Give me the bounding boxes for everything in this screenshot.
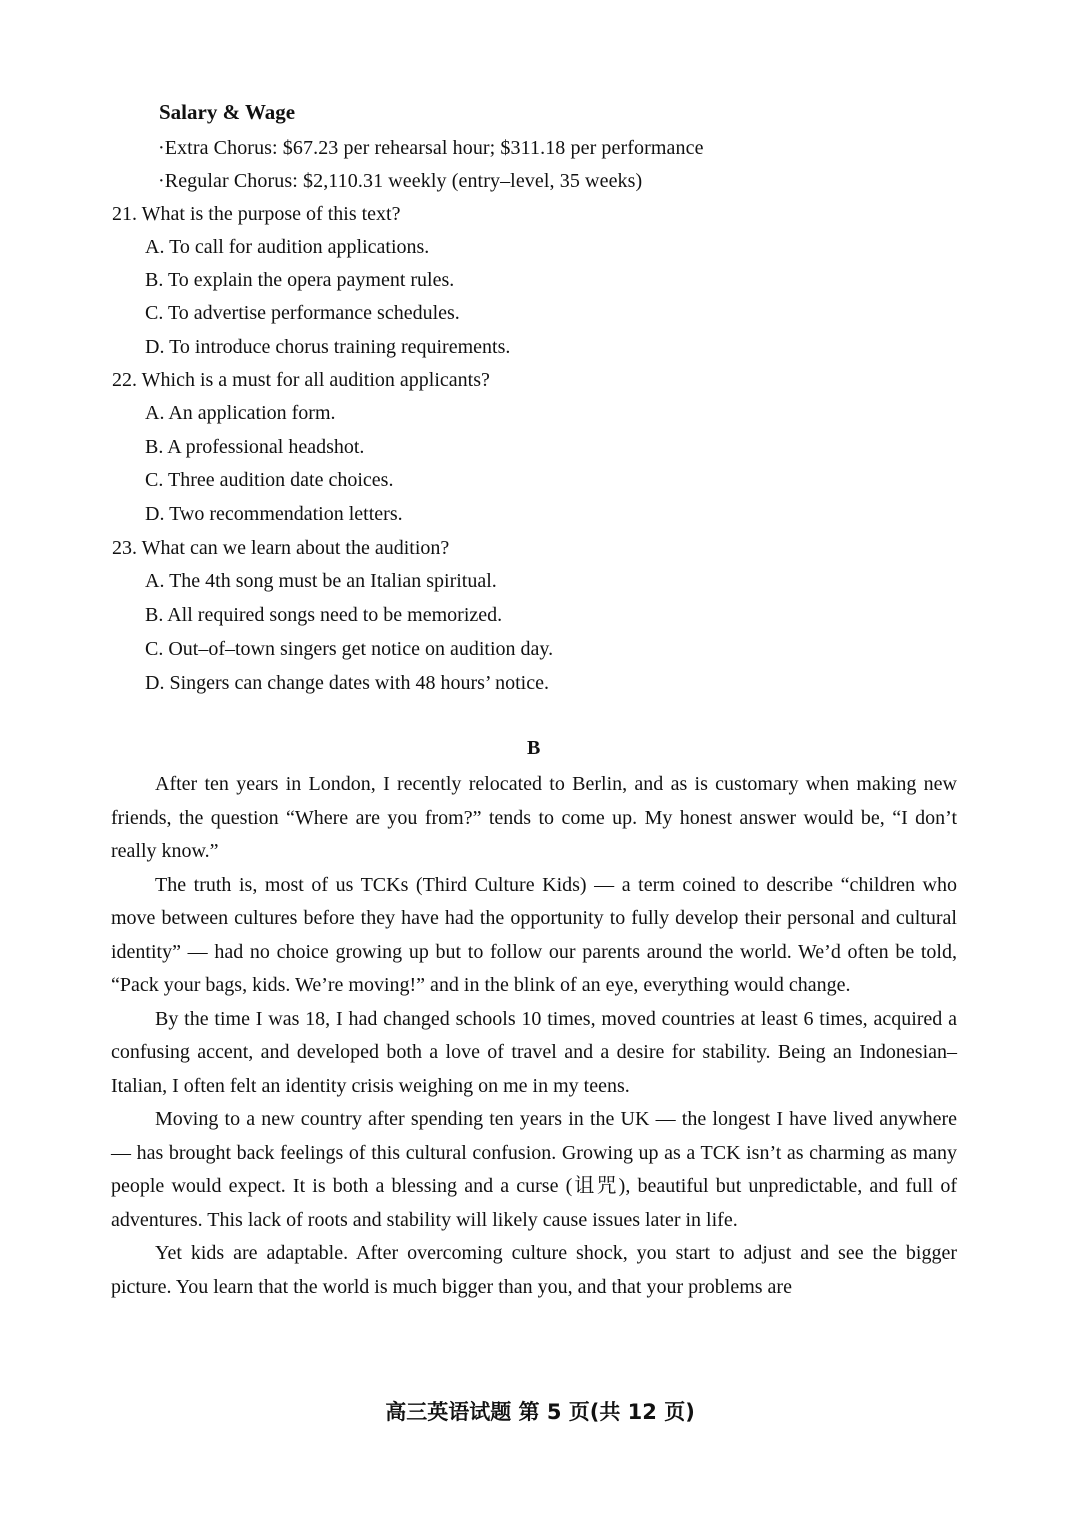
question-22: 22. Which is a must for all audition applicants? <box>112 369 490 391</box>
question-23-option-d: D. Singers can change dates with 48 hours’ notice. <box>145 672 549 694</box>
question-21-option-a: A. To call for audition applications. <box>145 236 430 258</box>
question-23-option-a: A. The 4th song must be an Italian spiritual. <box>145 570 497 592</box>
question-21-option-b: B. To explain the opera payment rules. <box>145 269 455 291</box>
question-23-option-b: B. All required songs need to be memorized. <box>145 604 503 626</box>
question-21-option-d: D. To introduce chorus training requirements. <box>145 336 511 358</box>
question-22-option-a: A. An application form. <box>145 402 336 424</box>
question-23: 23. What can we learn about the audition? <box>112 537 450 559</box>
passage-paragraph: Yet kids are adaptable. After overcoming culture shock, you start to adjust and see the bigger picture. You learn that the world is much bigger than you, and that your problems are <box>111 1242 957 1298</box>
salary-regular-chorus: ·Regular Chorus: $2,110.31 weekly (entry–level, 35 weeks) <box>158 170 643 192</box>
passage-paragraph: The truth is, most of us TCKs (Third Culture Kids) — a term coined to describe “children who move between cultures before they have had the opportunity to fully develop their personal and cultural identity” — had no choice growing up but to follow our parents around the world. We’d often be told, “Pack your bags, kids. We’re moving!” and in the blink of an eye, everything would change. <box>111 873 957 996</box>
question-22-option-d: D. Two recommendation letters. <box>145 503 403 525</box>
question-21-option-c: C. To advertise performance schedules. <box>145 302 460 324</box>
question-22-option-b: B. A professional headshot. <box>145 436 365 458</box>
salary-heading: Salary & Wage <box>159 100 296 124</box>
question-21: 21. What is the purpose of this text? <box>112 203 401 225</box>
salary-extra-chorus: ·Extra Chorus: $67.23 per rehearsal hour; $311.18 per performance <box>158 137 704 159</box>
section-b-heading: B <box>527 737 541 759</box>
passage-b <box>111 768 957 1304</box>
question-22-option-c: C. Three audition date choices. <box>145 469 394 491</box>
passage-paragraph: By the time I was 18, I had changed schools 10 times, moved countries at least 6 times, acquired a confusing accent, and developed both a love of travel and a desire for stability. Being an Indonesian–Italian, I often felt an identity crisis weighing on me in my teens. <box>111 1007 957 1097</box>
passage-paragraph: Moving to a new country after spending ten years in the UK — the longest I have lived anywhere — has brought back feelings of this cultural confusion. Growing up as a TCK isn’t as charming as many people would expect. It is both a blessing and a curse (诅咒), beautiful but unpredictable, and full of adventures. This lack of roots and stability will likely cause issues later in life. <box>111 1108 957 1231</box>
page-footer: 高三英语试题 第 5 页(共 12 页) <box>385 1400 695 1424</box>
question-23-option-c: C. Out–of–town singers get notice on audition day. <box>145 638 554 660</box>
passage-paragraph: After ten years in London, I recently relocated to Berlin, and as is customary when making new friends, the question “Where are you from?” tends to come up. My honest answer would be, “I don’t really know.” <box>111 773 957 862</box>
